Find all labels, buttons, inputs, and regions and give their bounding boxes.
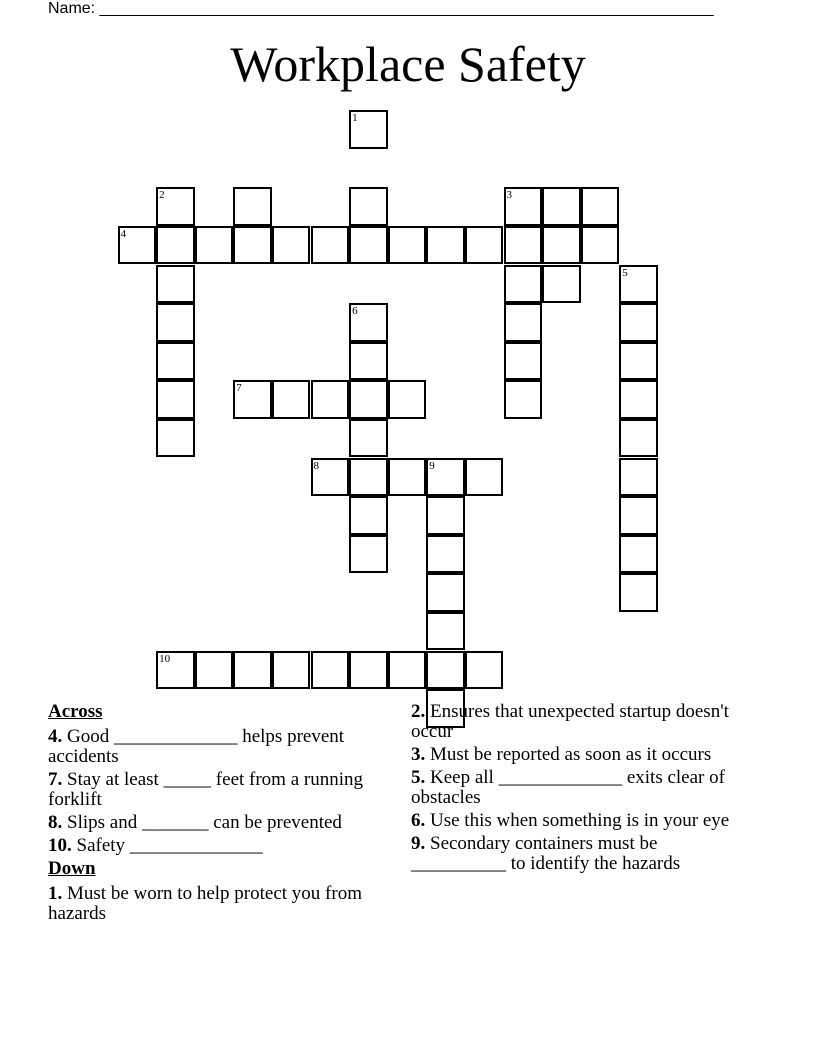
crossword-cell[interactable] bbox=[426, 573, 465, 612]
crossword-cell[interactable] bbox=[504, 380, 543, 419]
clue-text: Use this when something is in your eye bbox=[430, 810, 730, 831]
crossword-cell[interactable] bbox=[311, 226, 350, 265]
crossword-cell[interactable] bbox=[542, 265, 581, 304]
clue-number: 1. bbox=[48, 883, 63, 904]
crossword-cell[interactable] bbox=[504, 226, 543, 265]
clue-number-label: 6 bbox=[352, 305, 358, 318]
clue-number-label: 9 bbox=[429, 459, 435, 472]
crossword-cell[interactable] bbox=[349, 380, 388, 419]
crossword-cell[interactable] bbox=[349, 496, 388, 535]
crossword-cell[interactable] bbox=[233, 651, 272, 690]
clue-text: Ensures that unexpected startup doesn't occur bbox=[411, 701, 729, 742]
clue-number-label: 1 bbox=[352, 112, 358, 125]
crossword-cell[interactable] bbox=[349, 226, 388, 265]
clue-number: 3. bbox=[411, 744, 426, 765]
name-field[interactable]: Name: _____________________________________________________________________ bbox=[48, 0, 714, 17]
crossword-cell[interactable] bbox=[465, 226, 504, 265]
clue-number: 4. bbox=[48, 726, 63, 747]
crossword-cell[interactable] bbox=[349, 303, 388, 342]
clue-number: 10. bbox=[48, 835, 72, 856]
crossword-cell[interactable] bbox=[349, 110, 388, 149]
crossword-cell[interactable] bbox=[581, 226, 620, 265]
crossword-cell[interactable] bbox=[272, 380, 311, 419]
crossword-cell[interactable] bbox=[156, 187, 195, 226]
crossword-cell[interactable] bbox=[195, 226, 234, 265]
crossword-cell[interactable] bbox=[542, 226, 581, 265]
clue-number: 5. bbox=[411, 767, 426, 788]
crossword-cell[interactable] bbox=[426, 226, 465, 265]
crossword-cell[interactable] bbox=[311, 458, 350, 497]
clue-down-1 bbox=[48, 884, 393, 924]
crossword-cell[interactable] bbox=[426, 458, 465, 497]
crossword-cell[interactable] bbox=[388, 226, 427, 265]
clue-number: 7. bbox=[48, 769, 63, 790]
clues-column-right bbox=[411, 702, 751, 877]
crossword-cell[interactable] bbox=[349, 342, 388, 381]
clue-down-2 bbox=[411, 702, 751, 742]
crossword-cell[interactable] bbox=[233, 380, 272, 419]
clue-text: Must be worn to help protect you from hazards bbox=[48, 883, 362, 924]
crossword-cell[interactable] bbox=[388, 651, 427, 690]
crossword-cell[interactable] bbox=[388, 380, 427, 419]
crossword-cell[interactable] bbox=[156, 303, 195, 342]
clue-number-label: 4 bbox=[120, 227, 126, 240]
crossword-cell[interactable] bbox=[156, 226, 195, 265]
crossword-cell[interactable] bbox=[504, 303, 543, 342]
crossword-cell[interactable] bbox=[465, 458, 504, 497]
crossword-cell[interactable] bbox=[504, 187, 543, 226]
clue-text: Stay at least _____ feet from a running forklift bbox=[48, 769, 364, 810]
crossword-cell[interactable] bbox=[426, 651, 465, 690]
clue-down-6 bbox=[411, 811, 751, 831]
crossword-cell[interactable] bbox=[272, 226, 311, 265]
down-heading: Down bbox=[48, 858, 96, 879]
clue-text: Safety ______________ bbox=[76, 835, 263, 856]
crossword-cell[interactable] bbox=[465, 651, 504, 690]
clue-number: 9. bbox=[411, 833, 426, 854]
page-title: Workplace Safety bbox=[230, 36, 586, 92]
clue-number-label: 10 bbox=[159, 652, 171, 665]
crossword-cell[interactable] bbox=[619, 265, 658, 304]
crossword-cell[interactable] bbox=[619, 342, 658, 381]
clue-text: Must be reported as soon as it occurs bbox=[430, 744, 712, 765]
clue-number-label: 7 bbox=[236, 382, 242, 395]
clue-text: Good _____________ helps prevent accidents bbox=[48, 726, 345, 767]
crossword-cell[interactable] bbox=[349, 187, 388, 226]
crossword-cell[interactable] bbox=[426, 496, 465, 535]
crossword-cell[interactable] bbox=[426, 612, 465, 651]
crossword-cell[interactable] bbox=[233, 226, 272, 265]
crossword-cell[interactable] bbox=[156, 651, 195, 690]
crossword-cell[interactable] bbox=[311, 651, 350, 690]
crossword-cell[interactable] bbox=[619, 573, 658, 612]
across-heading: Across bbox=[48, 701, 103, 722]
crossword-cell[interactable] bbox=[504, 342, 543, 381]
clue-down-9 bbox=[411, 834, 751, 874]
crossword-cell[interactable] bbox=[349, 419, 388, 458]
crossword-cell[interactable] bbox=[195, 651, 234, 690]
crossword-cell[interactable] bbox=[504, 265, 543, 304]
clue-text: Secondary containers must be __________ to identify the hazards bbox=[411, 833, 681, 874]
crossword-cell[interactable] bbox=[349, 458, 388, 497]
clue-across-4 bbox=[48, 727, 393, 767]
crossword-cell[interactable] bbox=[349, 651, 388, 690]
clue-across-7 bbox=[48, 770, 393, 810]
clue-down-3 bbox=[411, 745, 751, 765]
clue-number-label: 2 bbox=[159, 189, 165, 202]
clue-number: 2. bbox=[411, 701, 426, 722]
crossword-cell[interactable] bbox=[619, 458, 658, 497]
clue-number-label: 8 bbox=[313, 459, 319, 472]
crossword-cell[interactable] bbox=[619, 496, 658, 535]
crossword-cell[interactable] bbox=[156, 419, 195, 458]
crossword-cell[interactable] bbox=[233, 187, 272, 226]
crossword-cell[interactable] bbox=[349, 535, 388, 574]
clue-down-5 bbox=[411, 768, 751, 808]
crossword-cell[interactable] bbox=[388, 458, 427, 497]
clue-text: Keep all _____________ exits clear of obstacles bbox=[411, 767, 725, 808]
crossword-cell[interactable] bbox=[118, 226, 157, 265]
crossword-cell[interactable] bbox=[156, 265, 195, 304]
crossword-cell[interactable] bbox=[619, 535, 658, 574]
clue-number-label: 5 bbox=[622, 266, 628, 279]
clue-across-8 bbox=[48, 813, 393, 833]
crossword-cell[interactable] bbox=[311, 380, 350, 419]
clue-number: 8. bbox=[48, 812, 63, 833]
clue-text: Slips and _______ can be prevented bbox=[67, 812, 342, 833]
clue-across-10 bbox=[48, 836, 393, 856]
crossword-cell[interactable] bbox=[619, 380, 658, 419]
crossword-cell[interactable] bbox=[156, 342, 195, 381]
crossword-cell[interactable] bbox=[581, 187, 620, 226]
crossword-cell[interactable] bbox=[542, 187, 581, 226]
crossword-cell[interactable] bbox=[619, 419, 658, 458]
clue-number-label: 3 bbox=[506, 189, 512, 202]
clue-number: 6. bbox=[411, 810, 426, 831]
clues-column-left bbox=[48, 702, 393, 927]
crossword-cell[interactable] bbox=[426, 535, 465, 574]
crossword-cell[interactable] bbox=[619, 303, 658, 342]
crossword-cell[interactable] bbox=[156, 380, 195, 419]
crossword-cell[interactable] bbox=[272, 651, 311, 690]
